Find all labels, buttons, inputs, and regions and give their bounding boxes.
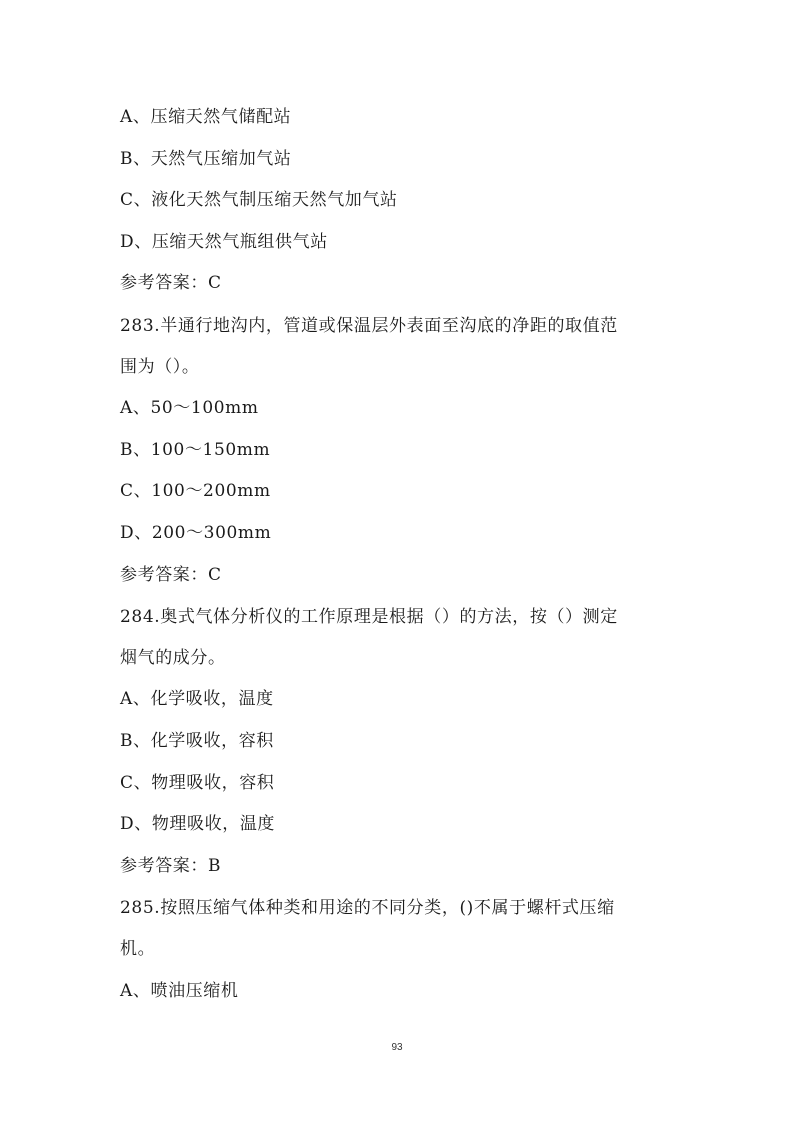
answer-q284: 参考答案：B bbox=[120, 856, 222, 876]
option-d-q284: D、物理吸收，温度 bbox=[120, 814, 276, 834]
option-d-q283: D、200～300mm bbox=[120, 523, 272, 543]
question-284-line-1: 284.奥式气体分析仪的工作原理是根据（）的方法，按（）测定 bbox=[120, 607, 618, 627]
option-a-q284: A、化学吸收，温度 bbox=[120, 689, 274, 709]
option-d-q282: D、压缩天然气瓶组供气站 bbox=[120, 232, 328, 252]
answer-q283: 参考答案：C bbox=[120, 565, 222, 585]
question-283-line-1: 283.半通行地沟内，管道或保温层外表面至沟底的净距的取值范 bbox=[120, 316, 618, 336]
option-b-q282: B、天然气压缩加气站 bbox=[120, 149, 292, 169]
option-a-q285: A、喷油压缩机 bbox=[120, 981, 239, 1001]
option-c-q284: C、物理吸收，容积 bbox=[120, 773, 275, 793]
option-a-q282: A、压缩天然气储配站 bbox=[120, 107, 292, 127]
question-285-line-1: 285.按照压缩气体种类和用途的不同分类，()不属于螺杆式压缩 bbox=[120, 898, 615, 918]
question-283-line-2: 围为（）。 bbox=[120, 357, 200, 377]
option-c-q282: C、液化天然气制压缩天然气加气站 bbox=[120, 190, 398, 210]
question-285-line-2: 机。 bbox=[120, 939, 156, 959]
answer-q282: 参考答案：C bbox=[120, 273, 222, 293]
option-b-q284: B、化学吸收，容积 bbox=[120, 731, 274, 751]
page-number: 93 bbox=[391, 1042, 403, 1053]
question-284-line-2: 烟气的成分。 bbox=[120, 648, 226, 668]
option-b-q283: B、100～150mm bbox=[120, 440, 271, 460]
option-c-q283: C、100～200mm bbox=[120, 481, 271, 501]
option-a-q283: A、50～100mm bbox=[120, 398, 259, 418]
